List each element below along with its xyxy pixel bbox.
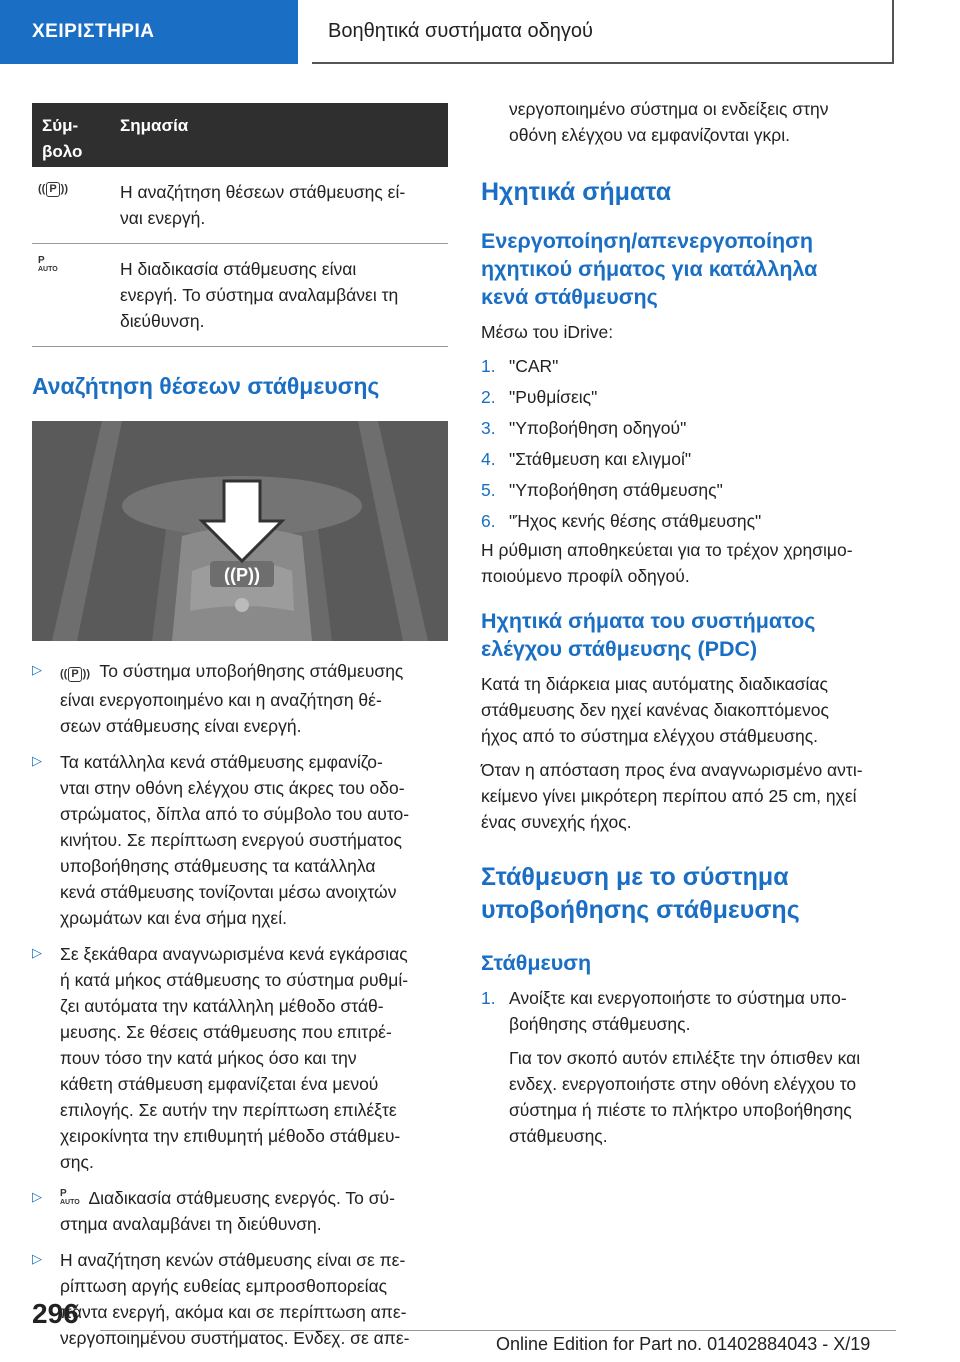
table-row [32, 167, 448, 244]
setting-note: Η ρύθμιση αποθηκεύεται για το τρέχον χρησιμο- ποιούμενο προφίλ οδηγού. [481, 540, 853, 586]
chapter-title: Βοηθητικά συστήματα οδηγού [328, 19, 593, 42]
list-item: 1. "CAR" [481, 356, 559, 376]
symbol-table-header [32, 103, 448, 167]
footer-divider [100, 1330, 896, 1331]
list-item [32, 1185, 448, 1237]
triangle-bullet-icon: ▷ [32, 662, 42, 677]
row-meaning: Η διαδικασία στάθμευσης είναι ενεργή. Το σύστημα αναλαμβάνει τη διεύθυνση. [120, 259, 399, 331]
menu-path-item: "CAR" [509, 356, 559, 376]
svg-text:((P)): ((P)) [224, 565, 260, 585]
search-section-title: Αναζήτηση θέσεων στάθμευσης [32, 373, 380, 399]
triangle-bullet-icon: ▷ [32, 1189, 42, 1204]
page-number: 296 [32, 1298, 79, 1329]
menu-path-item: "Ρυθμίσεις" [509, 387, 598, 407]
park-with-assist-heading: Στάθμευση με το σύστημα υποβοήθησης στάθμευσης [481, 863, 800, 924]
idrive-intro: Μέσω του iDrive: [481, 322, 614, 342]
bullet-text: Το σύστημα υποβοήθησης στάθμευσης είναι ενεργοποιημένο και η αναζήτηση θέ- σεων στάθμευσης είναι ενεργή. [60, 661, 404, 736]
list-item: 1. Ανοίξτε και ενεργοποιήστε το σύστημα υπο- βοήθησης στάθμευσης. [481, 985, 896, 1037]
parking-steps [481, 985, 896, 1149]
menu-path-item: "Ήχος κενής θέσης στάθμευσης" [509, 511, 762, 531]
bullet-text: Διαδικασία στάθμευσης ενεργός. Το σύ- στημα αναλαμβάνει τη διεύθυνση. [60, 1188, 395, 1234]
parking-space-search-icon: (( P )) [60, 667, 90, 680]
col-symbol-label: Σύμ- βολο [42, 116, 83, 161]
section-tab[interactable] [0, 0, 298, 64]
list-item [32, 749, 448, 931]
parking-auto-icon: P AUTO [38, 255, 58, 273]
edition-footer: Online Edition for Part no. 01402884043 - X/19 [496, 1334, 871, 1354]
list-item [32, 941, 448, 1175]
list-item: 3. "Υποβοήθηση οδηγού" [481, 418, 687, 438]
table-row [32, 244, 448, 347]
row-meaning: Η αναζήτηση θέσεων στάθμευσης εί- ναι ενεργή. [120, 182, 406, 228]
idrive-steps [481, 351, 896, 537]
triangle-bullet-icon: ▷ [32, 945, 42, 960]
pdc-heading: Ηχητικά σήματα του συστήματος ελέγχου στάθμευσης (PDC) [481, 609, 816, 661]
menu-path-item: "Στάθμευση και ελιγμοί" [509, 449, 692, 469]
continued-text: νεργοποιημένο σύστημα οι ενδείξεις στην οθόνη ελέγχου να εμφανίζονται γκρι. [509, 99, 829, 145]
menu-path-item: "Υποβοήθηση στάθμευσης" [509, 480, 723, 500]
step-text: Ανοίξτε και ενεργοποιήστε το σύστημα υπο- βοήθησης στάθμευσης. [509, 988, 847, 1034]
step-detail: Για τον σκοπό αυτόν επιλέξτε την όπισθεν και ενδεχ. ενεργοποιήστε στην οθόνη ελέγχου το σύστημα ή πιέστε το πλήκτρο υποβοήθησης στάθμευσης. [509, 1048, 861, 1146]
bullet-text: Η αναζήτηση κενών στάθμευσης είναι σε πε- ρίπτωση αργής ευθείας εμπροσθοπορείας πάντα ενεργή, ακόμα και σε περίπτωση απε- νεργοποιημένου συστήματος. Ενδεχ. σε απε- [60, 1250, 410, 1348]
pdc-paragraph-1: Κατά τη διάρκεια μιας αυτόματης διαδικασίας στάθμευσης δεν ηχεί κανένας διακοπτόμενος ήχος από το σύστημα ελέγχου στάθμευσης. [481, 674, 829, 746]
list-item: 2. "Ρυθμίσεις" [481, 387, 598, 407]
toggle-sound-heading: Ενεργοποίηση/απενεργοποίηση ηχητικού σήματος για κατάλληλα κενά στάθμευσης [481, 229, 818, 309]
menu-path-item: "Υποβοήθηση οδηγού" [509, 418, 687, 438]
triangle-bullet-icon: ▷ [32, 1251, 42, 1266]
list-item: 4. "Στάθμευση και ελιγμοί" [481, 449, 692, 469]
bullet-text: Τα κατάλληλα κενά στάθμευσης εμφανίζο- νται στην οθόνη ελέγχου στις άκρες του οδο- στρώματος, δίπλα από το σύμβολο του αυτο- κινήτου. Σε περίπτωση ενεργού συστήματος υποβοήθησης στάθμευσης τα κατάλληλα κενά στάθμευσης τονίζονται μέσω ανοιχτών χρωμάτων και ένα σήμα ηχεί. [60, 752, 410, 928]
right-column [481, 96, 896, 1149]
list-item: 5. "Υποβοήθηση στάθμευσης" [481, 480, 723, 500]
pdc-paragraph-2: Όταν η απόσταση προς ένα αναγνωρισμένο αντι- κείμενο γίνει μικρότερη περίπου από 25 cm, ηχεί ένας συνεχής ήχος. [481, 760, 863, 832]
list-item [32, 658, 448, 739]
parking-subheading: Στάθμευση [481, 951, 592, 975]
list-item: 6. "Ήχος κενής θέσης στάθμευσης" [481, 511, 762, 531]
search-bullets [32, 658, 448, 1351]
left-column [32, 103, 448, 1361]
chapter-header [312, 0, 894, 64]
parking-auto-icon: P AUTO [60, 1188, 80, 1206]
triangle-bullet-icon: ▷ [32, 753, 42, 768]
parking-search-illustration [32, 421, 448, 641]
parking-space-search-icon: (( P )) [38, 182, 68, 195]
bullet-text: Σε ξεκάθαρα αναγνωρισμένα κενά εγκάρσιας ή κατά μήκος στάθμευσης το σύστημα ρυθμί- ζει αυτόματα την κατάλληλη μέθοδο στάθ- μευσης. Σε θέσεις στάθμευσης που επιτρέ- πουν τόσο την κατά μήκος όσο και την κάθετη στάθμευση εμφανίζεται ένα μενού επιλογής. Σε αυτήν την περίπτωση επιλέξτε χειροκίνητα την επιθυμητή μέθοδο στάθμευ- σης. [60, 944, 409, 1172]
sounds-heading: Ηχητικά σήματα [481, 178, 672, 206]
list-item [32, 1247, 448, 1351]
section-title: ΧΕΙΡΙΣΤΗΡΙΑ [32, 21, 155, 42]
col-meaning-label: Σημασία [120, 116, 189, 135]
